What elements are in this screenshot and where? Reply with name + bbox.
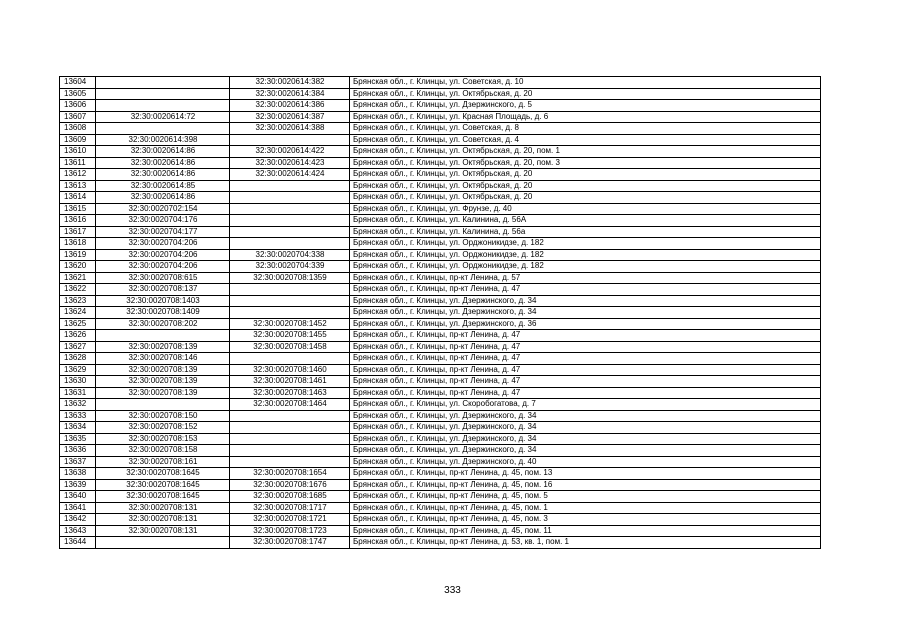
cadastral-number-cell xyxy=(230,215,350,227)
parent-cadastral-number-cell: 32:30:0020614:86 xyxy=(96,146,230,158)
parent-cadastral-number-cell xyxy=(96,537,230,549)
parent-cadastral-number-cell: 32:30:0020708:150 xyxy=(96,410,230,422)
address-cell: Брянская обл., г. Клинцы, пр-кт Ленина, д. 45, пом. 11 xyxy=(350,525,821,537)
row-number-cell: 13614 xyxy=(60,192,96,204)
document-page xyxy=(59,76,820,549)
cadastral-number-cell: 32:30:0020708:1461 xyxy=(230,376,350,388)
table-row xyxy=(60,364,821,376)
row-number-cell: 13632 xyxy=(60,399,96,411)
row-number-cell: 13616 xyxy=(60,215,96,227)
cadastral-number-cell: 32:30:0020708:1685 xyxy=(230,491,350,503)
parent-cadastral-number-cell: 32:30:0020708:131 xyxy=(96,502,230,514)
table-row xyxy=(60,272,821,284)
table-row xyxy=(60,88,821,100)
address-cell: Брянская обл., г. Клинцы, ул. Калинина, д. 56А xyxy=(350,215,821,227)
cadastral-number-cell: 32:30:0020708:1747 xyxy=(230,537,350,549)
cadastral-number-cell: 32:30:0020708:1460 xyxy=(230,364,350,376)
row-number-cell: 13610 xyxy=(60,146,96,158)
table-row xyxy=(60,353,821,365)
table-row xyxy=(60,123,821,135)
parent-cadastral-number-cell: 32:30:0020708:131 xyxy=(96,514,230,526)
address-cell: Брянская обл., г. Клинцы, пр-кт Ленина, д. 45, пом. 5 xyxy=(350,491,821,503)
parent-cadastral-number-cell: 32:30:0020708:1645 xyxy=(96,479,230,491)
row-number-cell: 13627 xyxy=(60,341,96,353)
address-cell: Брянская обл., г. Клинцы, пр-кт Ленина, д. 47 xyxy=(350,376,821,388)
parent-cadastral-number-cell xyxy=(96,88,230,100)
address-cell: Брянская обл., г. Клинцы, ул. Советская, д. 4 xyxy=(350,134,821,146)
row-number-cell: 13631 xyxy=(60,387,96,399)
parent-cadastral-number-cell: 32:30:0020704:176 xyxy=(96,215,230,227)
parent-cadastral-number-cell xyxy=(96,77,230,89)
cadastral-number-cell xyxy=(230,226,350,238)
address-cell: Брянская обл., г. Клинцы, ул. Дзержинского, д. 34 xyxy=(350,295,821,307)
cadastral-number-cell: 32:30:0020708:1654 xyxy=(230,468,350,480)
row-number-cell: 13620 xyxy=(60,261,96,273)
table-row xyxy=(60,433,821,445)
table-row xyxy=(60,192,821,204)
address-cell: Брянская обл., г. Клинцы, ул. Октябрьская, д. 20 xyxy=(350,192,821,204)
cadastral-number-cell: 32:30:0020708:1464 xyxy=(230,399,350,411)
row-number-cell: 13624 xyxy=(60,307,96,319)
address-cell: Брянская обл., г. Клинцы, ул. Октябрьская, д. 20, пом. 3 xyxy=(350,157,821,169)
parent-cadastral-number-cell: 32:30:0020704:206 xyxy=(96,261,230,273)
cadastral-number-cell: 32:30:0020614:423 xyxy=(230,157,350,169)
table-row xyxy=(60,215,821,227)
parent-cadastral-number-cell: 32:30:0020708:1645 xyxy=(96,491,230,503)
parent-cadastral-number-cell: 32:30:0020708:1403 xyxy=(96,295,230,307)
parent-cadastral-number-cell: 32:30:0020708:131 xyxy=(96,525,230,537)
parent-cadastral-number-cell: 32:30:0020708:615 xyxy=(96,272,230,284)
table-row xyxy=(60,456,821,468)
cadastral-number-cell: 32:30:0020614:386 xyxy=(230,100,350,112)
row-number-cell: 13621 xyxy=(60,272,96,284)
row-number-cell: 13615 xyxy=(60,203,96,215)
cadastral-number-cell: 32:30:0020708:1452 xyxy=(230,318,350,330)
parent-cadastral-number-cell: 32:30:0020708:139 xyxy=(96,387,230,399)
parent-cadastral-number-cell xyxy=(96,330,230,342)
cadastral-number-cell: 32:30:0020704:338 xyxy=(230,249,350,261)
parent-cadastral-number-cell: 32:30:0020708:139 xyxy=(96,341,230,353)
registry-table-body xyxy=(60,77,821,549)
table-row xyxy=(60,249,821,261)
parent-cadastral-number-cell: 32:30:0020614:86 xyxy=(96,192,230,204)
row-number-cell: 13618 xyxy=(60,238,96,250)
cadastral-number-cell xyxy=(230,295,350,307)
row-number-cell: 13611 xyxy=(60,157,96,169)
table-row xyxy=(60,203,821,215)
row-number-cell: 13640 xyxy=(60,491,96,503)
address-cell: Брянская обл., г. Клинцы, ул. Октябрьская, д. 20 xyxy=(350,88,821,100)
table-row xyxy=(60,169,821,181)
address-cell: Брянская обл., г. Клинцы, ул. Октябрьская, д. 20 xyxy=(350,180,821,192)
row-number-cell: 13604 xyxy=(60,77,96,89)
row-number-cell: 13606 xyxy=(60,100,96,112)
parent-cadastral-number-cell: 32:30:0020704:206 xyxy=(96,249,230,261)
parent-cadastral-number-cell: 32:30:0020708:161 xyxy=(96,456,230,468)
row-number-cell: 13629 xyxy=(60,364,96,376)
table-row xyxy=(60,77,821,89)
row-number-cell: 13628 xyxy=(60,353,96,365)
parent-cadastral-number-cell: 32:30:0020708:1645 xyxy=(96,468,230,480)
cadastral-number-cell: 32:30:0020708:1359 xyxy=(230,272,350,284)
address-cell: Брянская обл., г. Клинцы, пр-кт Ленина, д. 45, пом. 16 xyxy=(350,479,821,491)
table-row xyxy=(60,525,821,537)
row-number-cell: 13617 xyxy=(60,226,96,238)
address-cell: Брянская обл., г. Клинцы, ул. Калинина, д. 56а xyxy=(350,226,821,238)
table-row xyxy=(60,284,821,296)
parent-cadastral-number-cell: 32:30:0020708:202 xyxy=(96,318,230,330)
address-cell: Брянская обл., г. Клинцы, ул. Советская, д. 8 xyxy=(350,123,821,135)
cadastral-number-cell: 32:30:0020708:1721 xyxy=(230,514,350,526)
table-row xyxy=(60,399,821,411)
row-number-cell: 13626 xyxy=(60,330,96,342)
parent-cadastral-number-cell: 32:30:0020708:152 xyxy=(96,422,230,434)
parent-cadastral-number-cell xyxy=(96,100,230,112)
row-number-cell: 13637 xyxy=(60,456,96,468)
row-number-cell: 13635 xyxy=(60,433,96,445)
cadastral-number-cell xyxy=(230,134,350,146)
property-registry-table xyxy=(59,76,821,549)
address-cell: Брянская обл., г. Клинцы, пр-кт Ленина, д. 53, кв. 1, пом. 1 xyxy=(350,537,821,549)
table-row xyxy=(60,514,821,526)
address-cell: Брянская обл., г. Клинцы, ул. Октябрьская, д. 20 xyxy=(350,169,821,181)
parent-cadastral-number-cell: 32:30:0020708:1409 xyxy=(96,307,230,319)
parent-cadastral-number-cell: 32:30:0020614:86 xyxy=(96,157,230,169)
address-cell: Брянская обл., г. Клинцы, ул. Дзержинского, д. 36 xyxy=(350,318,821,330)
row-number-cell: 13641 xyxy=(60,502,96,514)
row-number-cell: 13613 xyxy=(60,180,96,192)
row-number-cell: 13630 xyxy=(60,376,96,388)
row-number-cell: 13623 xyxy=(60,295,96,307)
parent-cadastral-number-cell: 32:30:0020708:158 xyxy=(96,445,230,457)
parent-cadastral-number-cell: 32:30:0020708:146 xyxy=(96,353,230,365)
address-cell: Брянская обл., г. Клинцы, пр-кт Ленина, д. 47 xyxy=(350,341,821,353)
address-cell: Брянская обл., г. Клинцы, ул. Скоробогатова, д. 7 xyxy=(350,399,821,411)
address-cell: Брянская обл., г. Клинцы, пр-кт Ленина, д. 47 xyxy=(350,387,821,399)
address-cell: Брянская обл., г. Клинцы, ул. Дзержинского, д. 34 xyxy=(350,422,821,434)
page-number: 333 xyxy=(444,585,461,596)
table-row xyxy=(60,479,821,491)
address-cell: Брянская обл., г. Клинцы, пр-кт Ленина, д. 47 xyxy=(350,353,821,365)
table-row xyxy=(60,422,821,434)
cadastral-number-cell: 32:30:0020708:1463 xyxy=(230,387,350,399)
address-cell: Брянская обл., г. Клинцы, пр-кт Ленина, д. 47 xyxy=(350,364,821,376)
parent-cadastral-number-cell xyxy=(96,399,230,411)
table-row xyxy=(60,111,821,123)
table-row xyxy=(60,146,821,158)
cadastral-number-cell xyxy=(230,410,350,422)
row-number-cell: 13636 xyxy=(60,445,96,457)
table-row xyxy=(60,502,821,514)
parent-cadastral-number-cell: 32:30:0020708:139 xyxy=(96,376,230,388)
row-number-cell: 13607 xyxy=(60,111,96,123)
cadastral-number-cell xyxy=(230,422,350,434)
address-cell: Брянская обл., г. Клинцы, ул. Дзержинского, д. 34 xyxy=(350,433,821,445)
cadastral-number-cell: 32:30:0020614:384 xyxy=(230,88,350,100)
table-row xyxy=(60,341,821,353)
cadastral-number-cell: 32:30:0020708:1723 xyxy=(230,525,350,537)
parent-cadastral-number-cell xyxy=(96,123,230,135)
address-cell: Брянская обл., г. Клинцы, ул. Орджоникидзе, д. 182 xyxy=(350,261,821,273)
address-cell: Брянская обл., г. Клинцы, ул. Орджоникидзе, д. 182 xyxy=(350,238,821,250)
address-cell: Брянская обл., г. Клинцы, ул. Дзержинского, д. 40 xyxy=(350,456,821,468)
address-cell: Брянская обл., г. Клинцы, пр-кт Ленина, д. 45, пом. 13 xyxy=(350,468,821,480)
address-cell: Брянская обл., г. Клинцы, ул. Октябрьская, д. 20, пом. 1 xyxy=(350,146,821,158)
row-number-cell: 13622 xyxy=(60,284,96,296)
parent-cadastral-number-cell: 32:30:0020708:139 xyxy=(96,364,230,376)
row-number-cell: 13612 xyxy=(60,169,96,181)
row-number-cell: 13639 xyxy=(60,479,96,491)
table-row xyxy=(60,445,821,457)
parent-cadastral-number-cell: 32:30:0020708:137 xyxy=(96,284,230,296)
address-cell: Брянская обл., г. Клинцы, ул. Дзержинского, д. 34 xyxy=(350,307,821,319)
address-cell: Брянская обл., г. Клинцы, пр-кт Ленина, д. 47 xyxy=(350,284,821,296)
parent-cadastral-number-cell: 32:30:0020614:398 xyxy=(96,134,230,146)
row-number-cell: 13644 xyxy=(60,537,96,549)
cadastral-number-cell xyxy=(230,180,350,192)
row-number-cell: 13609 xyxy=(60,134,96,146)
table-row xyxy=(60,387,821,399)
parent-cadastral-number-cell: 32:30:0020614:85 xyxy=(96,180,230,192)
row-number-cell: 13625 xyxy=(60,318,96,330)
row-number-cell: 13608 xyxy=(60,123,96,135)
address-cell: Брянская обл., г. Клинцы, ул. Орджоникидзе, д. 182 xyxy=(350,249,821,261)
cadastral-number-cell xyxy=(230,307,350,319)
cadastral-number-cell: 32:30:0020614:424 xyxy=(230,169,350,181)
table-row xyxy=(60,318,821,330)
table-row xyxy=(60,157,821,169)
table-row xyxy=(60,295,821,307)
parent-cadastral-number-cell: 32:30:0020614:86 xyxy=(96,169,230,181)
table-row xyxy=(60,410,821,422)
cadastral-number-cell xyxy=(230,192,350,204)
cadastral-number-cell: 32:30:0020708:1458 xyxy=(230,341,350,353)
cadastral-number-cell xyxy=(230,284,350,296)
cadastral-number-cell: 32:30:0020614:387 xyxy=(230,111,350,123)
cadastral-number-cell: 32:30:0020708:1676 xyxy=(230,479,350,491)
address-cell: Брянская обл., г. Клинцы, ул. Дзержинского, д. 5 xyxy=(350,100,821,112)
cadastral-number-cell xyxy=(230,456,350,468)
row-number-cell: 13643 xyxy=(60,525,96,537)
address-cell: Брянская обл., г. Клинцы, ул. Советская, д. 10 xyxy=(350,77,821,89)
table-row xyxy=(60,180,821,192)
table-row xyxy=(60,491,821,503)
cadastral-number-cell: 32:30:0020708:1455 xyxy=(230,330,350,342)
parent-cadastral-number-cell: 32:30:0020704:177 xyxy=(96,226,230,238)
table-row xyxy=(60,261,821,273)
cadastral-number-cell: 32:30:0020614:388 xyxy=(230,123,350,135)
row-number-cell: 13619 xyxy=(60,249,96,261)
parent-cadastral-number-cell: 32:30:0020702:154 xyxy=(96,203,230,215)
parent-cadastral-number-cell: 32:30:0020704:206 xyxy=(96,238,230,250)
table-row xyxy=(60,330,821,342)
row-number-cell: 13605 xyxy=(60,88,96,100)
parent-cadastral-number-cell: 32:30:0020708:153 xyxy=(96,433,230,445)
address-cell: Брянская обл., г. Клинцы, ул. Дзержинского, д. 34 xyxy=(350,445,821,457)
cadastral-number-cell xyxy=(230,445,350,457)
row-number-cell: 13642 xyxy=(60,514,96,526)
cadastral-number-cell: 32:30:0020614:422 xyxy=(230,146,350,158)
address-cell: Брянская обл., г. Клинцы, пр-кт Ленина, д. 57 xyxy=(350,272,821,284)
cadastral-number-cell: 32:30:0020704:339 xyxy=(230,261,350,273)
table-row xyxy=(60,537,821,549)
table-row xyxy=(60,468,821,480)
address-cell: Брянская обл., г. Клинцы, ул. Дзержинского, д. 34 xyxy=(350,410,821,422)
table-row xyxy=(60,134,821,146)
address-cell: Брянская обл., г. Клинцы, пр-кт Ленина, д. 45, пом. 1 xyxy=(350,502,821,514)
table-row xyxy=(60,376,821,388)
row-number-cell: 13633 xyxy=(60,410,96,422)
row-number-cell: 13638 xyxy=(60,468,96,480)
cadastral-number-cell xyxy=(230,433,350,445)
table-row xyxy=(60,307,821,319)
address-cell: Брянская обл., г. Клинцы, ул. Фрунзе, д. 40 xyxy=(350,203,821,215)
cadastral-number-cell: 32:30:0020614:382 xyxy=(230,77,350,89)
table-row xyxy=(60,226,821,238)
table-row xyxy=(60,238,821,250)
address-cell: Брянская обл., г. Клинцы, пр-кт Ленина, д. 47 xyxy=(350,330,821,342)
row-number-cell: 13634 xyxy=(60,422,96,434)
cadastral-number-cell xyxy=(230,203,350,215)
cadastral-number-cell xyxy=(230,238,350,250)
table-row xyxy=(60,100,821,112)
address-cell: Брянская обл., г. Клинцы, ул. Красная Площадь, д. 6 xyxy=(350,111,821,123)
parent-cadastral-number-cell: 32:30:0020614:72 xyxy=(96,111,230,123)
cadastral-number-cell xyxy=(230,353,350,365)
cadastral-number-cell: 32:30:0020708:1717 xyxy=(230,502,350,514)
address-cell: Брянская обл., г. Клинцы, пр-кт Ленина, д. 45, пом. 3 xyxy=(350,514,821,526)
